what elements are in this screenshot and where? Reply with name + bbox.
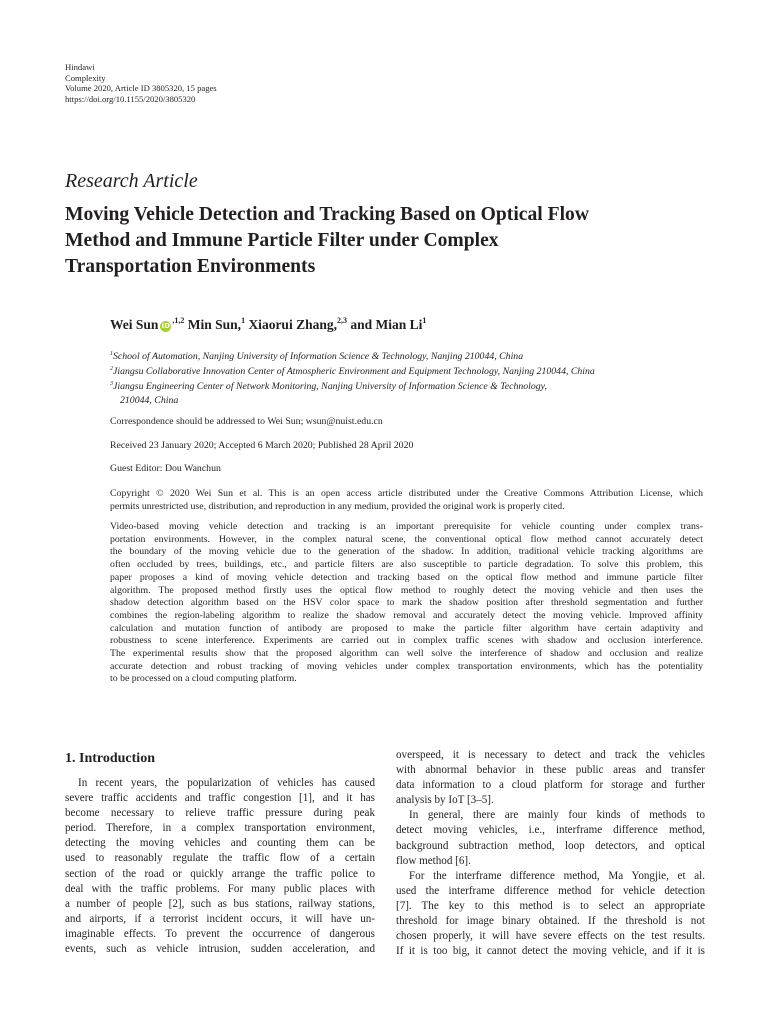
text-line: become necessary to relieve traffic pressure during peak <box>65 807 375 820</box>
text-line: threshold for image binary obtained. If the threshold is not <box>396 915 705 928</box>
affiliation-number: 3 <box>110 381 113 388</box>
text-line: chosen properly, it will have severe effects on the test results. <box>396 930 705 943</box>
affiliation-continuation: 210044, China <box>120 394 179 406</box>
text-line: shadow detection algorithm based on the HSV color space to mark the shadow position after threshold segmentation and further <box>110 597 703 609</box>
text-line: imaginable effects. To prevent the occurrence of dangerous <box>65 927 375 940</box>
abstract <box>110 521 703 686</box>
body-column-left <box>65 776 375 957</box>
text-line: analysis by IoT [3–5]. <box>396 794 494 807</box>
text-line: The experimental results show that the proposed algorithm can well solve the interference of shadow and occlusion and realize <box>110 648 703 660</box>
title-line: Moving Vehicle Detection and Tracking Based on Optical Flow <box>65 204 589 225</box>
text-line: and airports, if a terrorist incident occurs, it will have un- <box>65 912 375 925</box>
author-affil-marker: 1 <box>241 316 246 325</box>
affiliation-text: School of Automation, Nanjing University of Information Science & Technology, Nanjing 210044, China <box>113 351 524 362</box>
section-heading: 1. Introduction <box>65 751 155 766</box>
affiliation-line <box>110 378 595 393</box>
text-line: with abnormal behavior in these public areas and transfer <box>396 764 705 777</box>
journal-name: Complexity <box>65 72 106 83</box>
text-line: severe traffic accidents and traffic congestion [1], and it has <box>65 792 375 805</box>
text-line: detecting the moving vehicles and counting them can be <box>65 837 375 850</box>
text-line: to be processed on a cloud computing platform. <box>110 673 297 685</box>
copyright-line: permits unrestricted use, distribution, and reproduction in any medium, provided the original work is properly cited. <box>110 500 565 512</box>
text-line: algorithm. The proposed method firstly uses the optical flow method to roughly detect the moving vehicle and then uses the <box>110 584 703 596</box>
text-line: If it is too big, it cannot detect the moving vehicle, and if it is <box>396 945 705 958</box>
publication-dates: Received 23 January 2020; Accepted 6 March 2020; Published 28 April 2020 <box>110 440 414 451</box>
text-line: used the interframe difference method for vehicle detection <box>396 884 705 897</box>
text-line: period. Therefore, in a complex transportation environment, <box>65 822 375 835</box>
author-affil-marker: 2,3 <box>336 316 347 325</box>
affiliation-number: 2 <box>110 366 113 373</box>
affiliation-line <box>110 348 595 363</box>
text-line: deal with the traffic problems. For many public places with <box>65 882 375 895</box>
body-column-right <box>396 748 705 959</box>
text-line: detect moving vehicles, i.e., interframe difference method, <box>396 824 705 837</box>
author-name: Xiaorui Zhang, <box>245 317 337 332</box>
text-line: calculation and mutation function of antibody are proposed to make the particle filter algorithm have certain adaptivity and <box>110 622 703 634</box>
text-line: portation environments. However, in the complex natural scene, the conventional optical flow method cannot accurately detect <box>110 533 703 545</box>
text-line: the boundary of the moving vehicle due to the generation of the shadow. In addition, traditional vehicle tracking algorithms are <box>110 546 703 558</box>
text-line: flow method [6]. <box>396 854 471 867</box>
text-line: section of the road or quickly arrange the traffic police to <box>65 867 375 880</box>
volume-info: Volume 2020, Article ID 3805320, 15 pages <box>65 83 217 94</box>
author-name: Wei Sun <box>110 317 159 332</box>
article-type: Research Article <box>65 170 198 192</box>
text-line: combines the region-labeling algorithm to realize the shadow removal and accurately detect the moving vehicle. Improved affinity <box>110 609 703 621</box>
text-line: background subtraction method, loop detectors, and optical <box>396 839 705 852</box>
title-line: Transportation Environments <box>65 256 316 277</box>
text-line: data information to a cloud platform for storage and further <box>396 779 705 792</box>
text-line: paper proposes a kind of moving vehicle detection and tracking based on the optical flow method and immune particle filter <box>110 571 703 583</box>
paper-title <box>65 202 715 280</box>
journal-header <box>65 62 217 105</box>
author-name: Min Sun, <box>184 317 242 332</box>
text-line: a number of people [2], such as bus stations, railway stations, <box>65 897 375 910</box>
affiliation-text: Jiangsu Collaborative Innovation Center of Atmospheric Environment and Equipment Technology, Nanjing 210044, China <box>113 366 595 378</box>
author-affil-marker: 1 <box>422 316 427 325</box>
affiliation-text: Jiangsu Engineering Center of Network Monitoring, Nanjing University of Information Science & Technology, <box>113 381 547 393</box>
correspondence: Correspondence should be addressed to Wei Sun; wsun@nuist.edu.cn <box>110 416 383 427</box>
copyright-notice <box>110 488 703 513</box>
author-name: and Mian Li <box>346 317 423 332</box>
text-line: In recent years, the popularization of vehicles has caused <box>78 777 375 789</box>
text-line: accurate detection and robust tracking of moving vehicles under complex transportation environments, which has the potentiality <box>110 660 703 672</box>
affiliations <box>110 348 595 407</box>
text-line: often occluded by trees, buildings, etc., and particle filters are also susceptible to particle degradation. To solve this problem, this <box>110 559 703 571</box>
text-line: Video-based moving vehicle detection and tracking is an important prerequisite for vehicle counting under complex trans- <box>110 521 703 532</box>
affiliation-line <box>110 363 595 378</box>
text-line: For the interframe difference method, Ma Yongjie, et al. <box>409 869 705 882</box>
text-line: robustness to scene interference. Experiments are carried out in complex traffic scenes with shadow and occlusion interference. <box>110 635 703 647</box>
title-line: Method and Immune Particle Filter under Complex <box>65 230 499 251</box>
text-line: In general, there are mainly four kinds of methods to <box>409 809 705 822</box>
guest-editor: Guest Editor: Dou Wanchun <box>110 463 221 474</box>
text-line: used to reasonably regulate the traffic flow of a certain <box>65 852 375 865</box>
text-line: events, such as vehicle intrusion, sudden acceleration, and <box>65 943 375 956</box>
affiliation-number: 1 <box>110 351 113 357</box>
text-line: overspeed, it is necessary to detect and track the vehicles <box>396 749 705 761</box>
orcid-icon[interactable]: iD <box>161 322 171 330</box>
text-line: [7]. The key to this method is to select an appropriate <box>396 899 705 912</box>
publisher-name: Hindawi <box>65 62 95 72</box>
copyright-line: Copyright © 2020 Wei Sun et al. This is an open access article distributed under the Creative Commons Attribution License, which <box>110 488 703 499</box>
doi-link[interactable]: https://doi.org/10.1155/2020/3805320 <box>65 94 196 105</box>
author-affil-marker: ,1,2 <box>172 316 185 325</box>
author-list <box>110 316 426 333</box>
